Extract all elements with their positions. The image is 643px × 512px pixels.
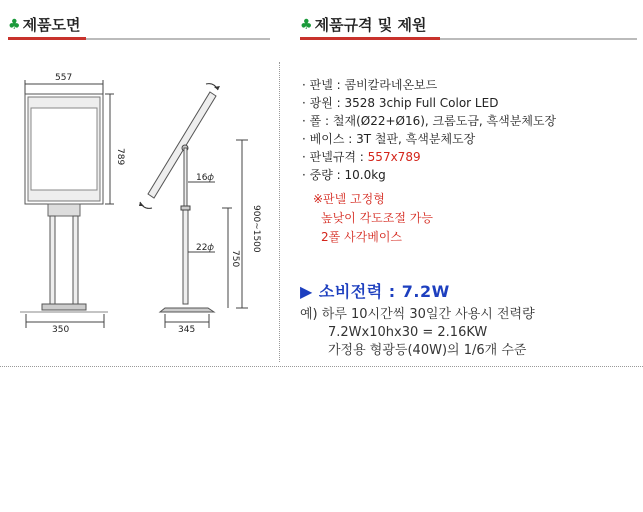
play-arrow-icon: ▶ xyxy=(300,282,313,301)
panel-size-value: 557x789 xyxy=(367,150,421,164)
spec-row: · 중량 : 10.0kg xyxy=(302,168,386,182)
side-view xyxy=(139,84,248,328)
note-line: ※판넬 고정형 xyxy=(313,192,385,206)
note-line: 높낮이 각도조절 가능 xyxy=(321,211,433,225)
example-line: 예) 하루 10시간씩 30일간 사용시 전력량 xyxy=(300,307,535,322)
spec-row: · 판넬규격 : 557x789 xyxy=(302,150,421,164)
section-title-drawing-text: 제품도면 xyxy=(22,16,81,34)
base-side xyxy=(160,308,214,312)
pole-left xyxy=(50,216,55,304)
note-line: 2폴 사각베이스 xyxy=(321,230,403,244)
power-text: 소비전력 : 7.2W xyxy=(318,282,450,301)
section-title-drawing xyxy=(8,14,81,35)
divider-right-accent xyxy=(300,37,440,40)
pole-lower xyxy=(183,208,188,304)
section-title-specs-text: 제품규격 및 제원 xyxy=(314,16,427,34)
spec-row: · 판넬 : 콤비칼라네온보드 xyxy=(302,78,438,92)
front-view xyxy=(20,80,114,328)
power-consumption xyxy=(300,279,450,302)
spec-row: · 베이스 : 3T 철판, 흑색분체도장 xyxy=(302,132,476,146)
dim-base-side-label: 345 xyxy=(178,325,196,335)
club-icon: ♣ xyxy=(300,16,313,33)
product-drawing xyxy=(0,60,279,350)
dim-pole-lower-label: 22𝜙 xyxy=(196,243,214,253)
panel-inner xyxy=(31,108,97,190)
dim-base-front-label: 350 xyxy=(52,325,70,335)
vertical-divider xyxy=(279,62,280,362)
spec-list xyxy=(302,76,556,184)
spec-row: · 폴 : 철재(Ø22+Ø16), 크롬도금, 흑색분체도장 xyxy=(302,114,557,128)
dim-total-height-label: 900~1500 xyxy=(251,205,261,253)
feature-notes xyxy=(313,190,433,247)
club-icon: ♣ xyxy=(8,16,21,33)
dim-pole-upper-label: 16𝜙 xyxy=(196,173,214,183)
dim-lower-height-label: 750 xyxy=(230,250,240,268)
pole-right xyxy=(73,216,78,304)
horizontal-divider xyxy=(0,366,643,367)
pole-upper xyxy=(184,148,187,208)
dim-width-label: 557 xyxy=(55,73,73,83)
example-line: 7.2Wx10hx30 = 2.16KW xyxy=(328,325,488,340)
spec-row: · 광원 : 3528 3chip Full Color LED xyxy=(302,96,499,110)
example-line: 가정용 형광등(40W)의 1/6개 수준 xyxy=(328,343,527,358)
power-example xyxy=(300,306,535,360)
divider-left-accent xyxy=(8,37,86,40)
base-front xyxy=(42,304,86,310)
dim-height-label: 789 xyxy=(115,148,125,166)
section-title-specs xyxy=(300,14,426,35)
